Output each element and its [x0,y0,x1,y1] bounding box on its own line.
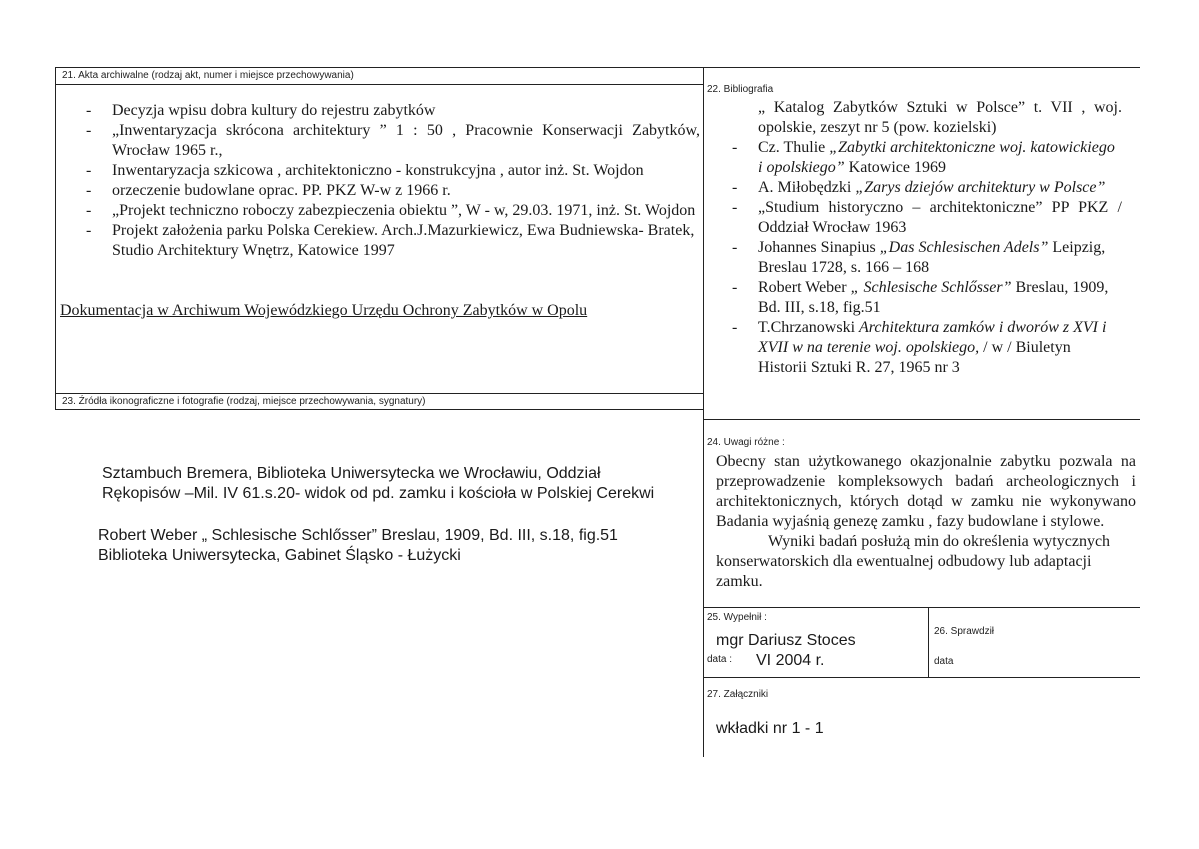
iconography-line: Robert Weber „ Schlesische Schlősser” Breslau, 1909, Bd. III, s.18, fig.51 [98,527,618,544]
filled-by-name: mgr Dariusz Stoces [716,632,856,649]
bibliography-entry [732,198,1122,238]
bibliography-entry [732,138,1122,178]
entry-title: „Das Schlesischen Adels” [879,239,1049,256]
top-rule [55,67,1140,68]
bibliography-entry [732,178,1122,198]
rule-23-under-label [55,409,703,410]
remarks-paragraph: Wyniki badań posłużą min do określenia wytycznych konserwatorskich dla ewentualnej odbudowy lub adaptacji zamku. [716,533,1111,590]
left-border-21 [55,67,56,409]
entry-text: „Studium historyczno – architektoniczne” PP PKZ / Oddział Wrocław 1963 [758,199,1122,236]
entry-author: Cz. Thulie [758,139,830,156]
entry-title: Architektura zamków i dworów z XVI i XVII w na terenie woj. opolskiego, [758,319,1107,356]
entry-title: „Zabytki architektoniczne woj. katowickiego i opolskiego” [758,139,1115,176]
entry-details: Breslau, 1909, Bd. III, s.18, fig.51 [758,279,1109,316]
entry-text: „ Katalog Zabytków Sztuki w Polsce” t. VII , woj. opolskie, zeszyt nr 5 (pow. kozielski) [758,99,1122,136]
section-23-label: 23. Źródła ikonograficzne i fotografie (rodzaj, miejsce przechowywania, sygnatury) [62,396,426,407]
entry-title: „Zarys dziejów architektury w Polsce” [855,179,1106,196]
section-24-label: 24. Uwagi różne : [707,437,785,448]
section-21-list [86,101,700,261]
attachments-value: wkładki nr 1 - 1 [716,720,824,737]
list-item: - „Projekt techniczno roboczy zabezpieczenia obiektu ”, W - w, 29.03. 1971, inż. St. Wojdon [86,201,700,221]
filled-by-date: VI 2004 r. [756,652,825,669]
remarks-paragraph: Obecny stan użytkowanego okazjonalnie zabytku pozwala na przeprowadzenie kompleksowych badań archeologicznych i architektonicznych, których dotąd w zamku nie wykonywano Badania wyjaśnią genezę zamku , fazy budowlane i stylowe. [716,453,1136,530]
remarks-text [716,452,1136,592]
entry-author: Johannes Sinapius [758,239,880,256]
entry-author: Robert Weber [758,279,851,296]
section-21-label: 21. Akta archiwalne (rodzaj akt, numer i miejsce przechowywania) [62,70,354,81]
rule-24-top [703,419,1140,420]
entry-author: A. Miłobędzki [758,179,856,196]
entry-details: Leipzig, Breslau 1728, s. 166 – 168 [758,239,1106,276]
archive-documentation-note: Dokumentacja w Archiwum Wojewódzkiego Urzędu Ochrony Zabytków w Opolu [60,302,588,319]
filled-by-date-label: data : [707,654,733,665]
iconography-line: Rękopisów –Mil. IV 61.s.20- widok od pd. zamku i kościoła w Polskiej Cerekwi [102,485,655,502]
entry-details: / w / Biuletyn Historii Sztuki R. 27, 1965 nr 3 [758,339,1071,376]
iconography-line: Sztambuch Bremera, Biblioteka Uniwersytecka we Wrocławiu, Oddział [102,465,601,482]
entry-title: „ Schlesische Schlősser” [850,279,1012,296]
rule-25-26-divider [928,607,929,677]
entry-details: Katowice 1969 [844,159,946,176]
list-item: - orzeczenie budowlane oprac. PP. PKZ W-w z 1966 r. [86,181,700,201]
rule-23-top [55,393,703,394]
bibliography-entry [732,98,1122,138]
bibliography-entry [732,238,1122,278]
section-26-label: 26. Sprawdził [934,626,995,637]
checked-by-date-label: data [934,656,954,667]
list-item: - Decyzja wpisu dobra kultury do rejestru zabytków [86,101,700,121]
rule-21-under-label [55,84,703,85]
vertical-divider [703,67,704,757]
list-item: - Projekt założenia parku Polska Cerekiew. Arch.J.Mazurkiewicz, Ewa Budniewska- Bratek, Studio Architektury Wnętrz, Katowice 1997 [86,221,700,261]
rule-25-top [703,607,1140,608]
iconography-line: Biblioteka Uniwersytecka, Gabinet Śląsko - Łużycki [98,547,461,564]
section-22-label: 22. Bibliografia [707,84,774,95]
entry-author: T.Chrzanowski [758,319,860,336]
section-25-label: 25. Wypełnił : [707,612,767,623]
bibliography-entry [732,278,1122,318]
rule-27-top [703,677,1140,678]
list-item: - Inwentaryzacja szkicowa , architektoniczno - konstrukcyjna , autor inż. St. Wojdon [86,161,700,181]
section-27-label: 27. Załączniki [707,689,769,700]
bibliography-list [732,98,1122,378]
list-item: - „Inwentaryzacja skrócona architektury ” 1 : 50 , Pracownie Konserwacji Zabytków, Wrocław 1965 r., [86,121,700,161]
bibliography-entry [732,318,1122,378]
